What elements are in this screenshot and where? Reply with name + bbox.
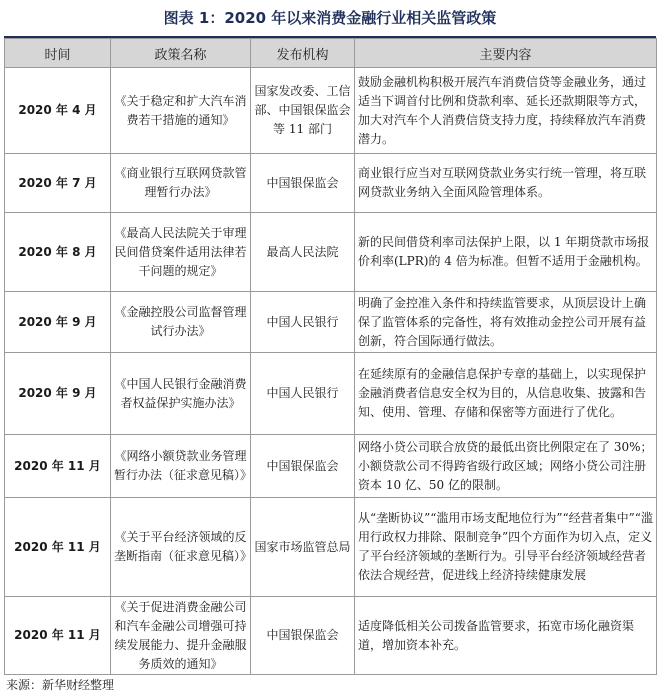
row-agency: 国家市场监管总局	[251, 498, 355, 597]
row-time: 2020 年 9 月	[5, 353, 111, 435]
row-policy: 《商业银行互联网贷款管理暂行办法》	[111, 154, 251, 213]
row-agency: 国家发改委、工信部、中国银保监会等 11 部门	[251, 68, 355, 154]
table-row	[5, 154, 657, 213]
row-policy: 《关于平台经济领域的反垄断指南（征求意见稿）》	[111, 498, 251, 597]
row-time: 2020 年 8 月	[5, 213, 111, 292]
row-time: 2020 年 11 月	[5, 498, 111, 597]
row-content: 明确了金控准入条件和持续监管要求，从顶层设计上确保了监管体系的完备性，将有效推动金控公司开展有益创新，符合国际通行做法。	[355, 292, 657, 353]
row-content: 从“垄断协议”“滥用市场支配地位行为”“经营者集中”“滥用行政权力排除、限制竞争”四个方面作为切入点，定义了平台经济领域的垄断行为。引导平台经济领域经营者依法合规经营，促进线上经济持续健康发展	[355, 498, 657, 597]
row-time: 2020 年 9 月	[5, 292, 111, 353]
row-agency: 中国银保监会	[251, 435, 355, 498]
row-agency: 中国银保监会	[251, 154, 355, 213]
row-agency: 最高人民法院	[251, 213, 355, 292]
row-time: 2020 年 11 月	[5, 435, 111, 498]
header-content: 主要内容	[355, 39, 657, 68]
table-row	[5, 435, 657, 498]
table-row	[5, 498, 657, 597]
table-row	[5, 292, 657, 353]
row-content: 商业银行应当对互联网贷款业务实行统一管理，将互联网贷款业务纳入全面风险管理体系。	[355, 154, 657, 213]
table-row	[5, 213, 657, 292]
row-policy: 《金融控股公司监督管理试行办法》	[111, 292, 251, 353]
row-content: 新的民间借贷利率司法保护上限，以 1 年期贷款市场报价利率(LPR)的 4 倍为标准。但暂不适用于金融机构。	[355, 213, 657, 292]
row-content: 鼓励金融机构积极开展汽车消费信贷等金融业务，通过适当下调首付比例和贷款利率、延长还款期限等方式，加大对汽车个人消费信贷支持力度，持续释放汽车消费潜力。	[355, 68, 657, 154]
table-row	[5, 597, 657, 675]
row-time: 2020 年 11 月	[5, 597, 111, 675]
row-policy: 《关于稳定和扩大汽车消费若干措施的通知》	[111, 68, 251, 154]
row-content: 在延续原有的金融信息保护专章的基础上，以实现保护金融消费者信息安全权为目的，从信息收集、披露和告知、使用、管理、存储和保密等方面进行了优化。	[355, 353, 657, 435]
header-agency: 发布机构	[251, 39, 355, 68]
row-policy: 《网络小额贷款业务管理暂行办法（征求意见稿）》	[111, 435, 251, 498]
row-time: 2020 年 7 月	[5, 154, 111, 213]
header-row	[5, 39, 657, 68]
header-time: 时间	[5, 39, 111, 68]
row-policy: 《中国人民银行金融消费者权益保护实施办法》	[111, 353, 251, 435]
table-row	[5, 353, 657, 435]
row-time: 2020 年 4 月	[5, 68, 111, 154]
row-agency: 中国人民银行	[251, 353, 355, 435]
row-policy: 《最高人民法院关于审理民间借贷案件适用法律若干问题的规定》	[111, 213, 251, 292]
table-row	[5, 68, 657, 154]
source-note: 来源：新华财经整理	[6, 678, 115, 692]
chart-title: 图表 1：2020 年以来消费金融行业相关监管政策	[163, 9, 497, 27]
row-agency: 中国银保监会	[251, 597, 355, 675]
row-agency: 中国人民银行	[251, 292, 355, 353]
row-content: 网络小贷公司联合放贷的最低出资比例限定在了 30%；小额贷款公司不得跨省级行政区域；网络小贷公司注册资本 10 亿、50 亿的限制。	[355, 435, 657, 498]
row-policy: 《关于促进消费金融公司和汽车金融公司增强可持续发展能力、提升金融服务质效的通知》	[111, 597, 251, 675]
policy-table	[4, 38, 657, 675]
header-policy: 政策名称	[111, 39, 251, 68]
row-content: 适度降低相关公司拨备监管要求，拓宽市场化融资渠道，增加资本补充。	[355, 597, 657, 675]
